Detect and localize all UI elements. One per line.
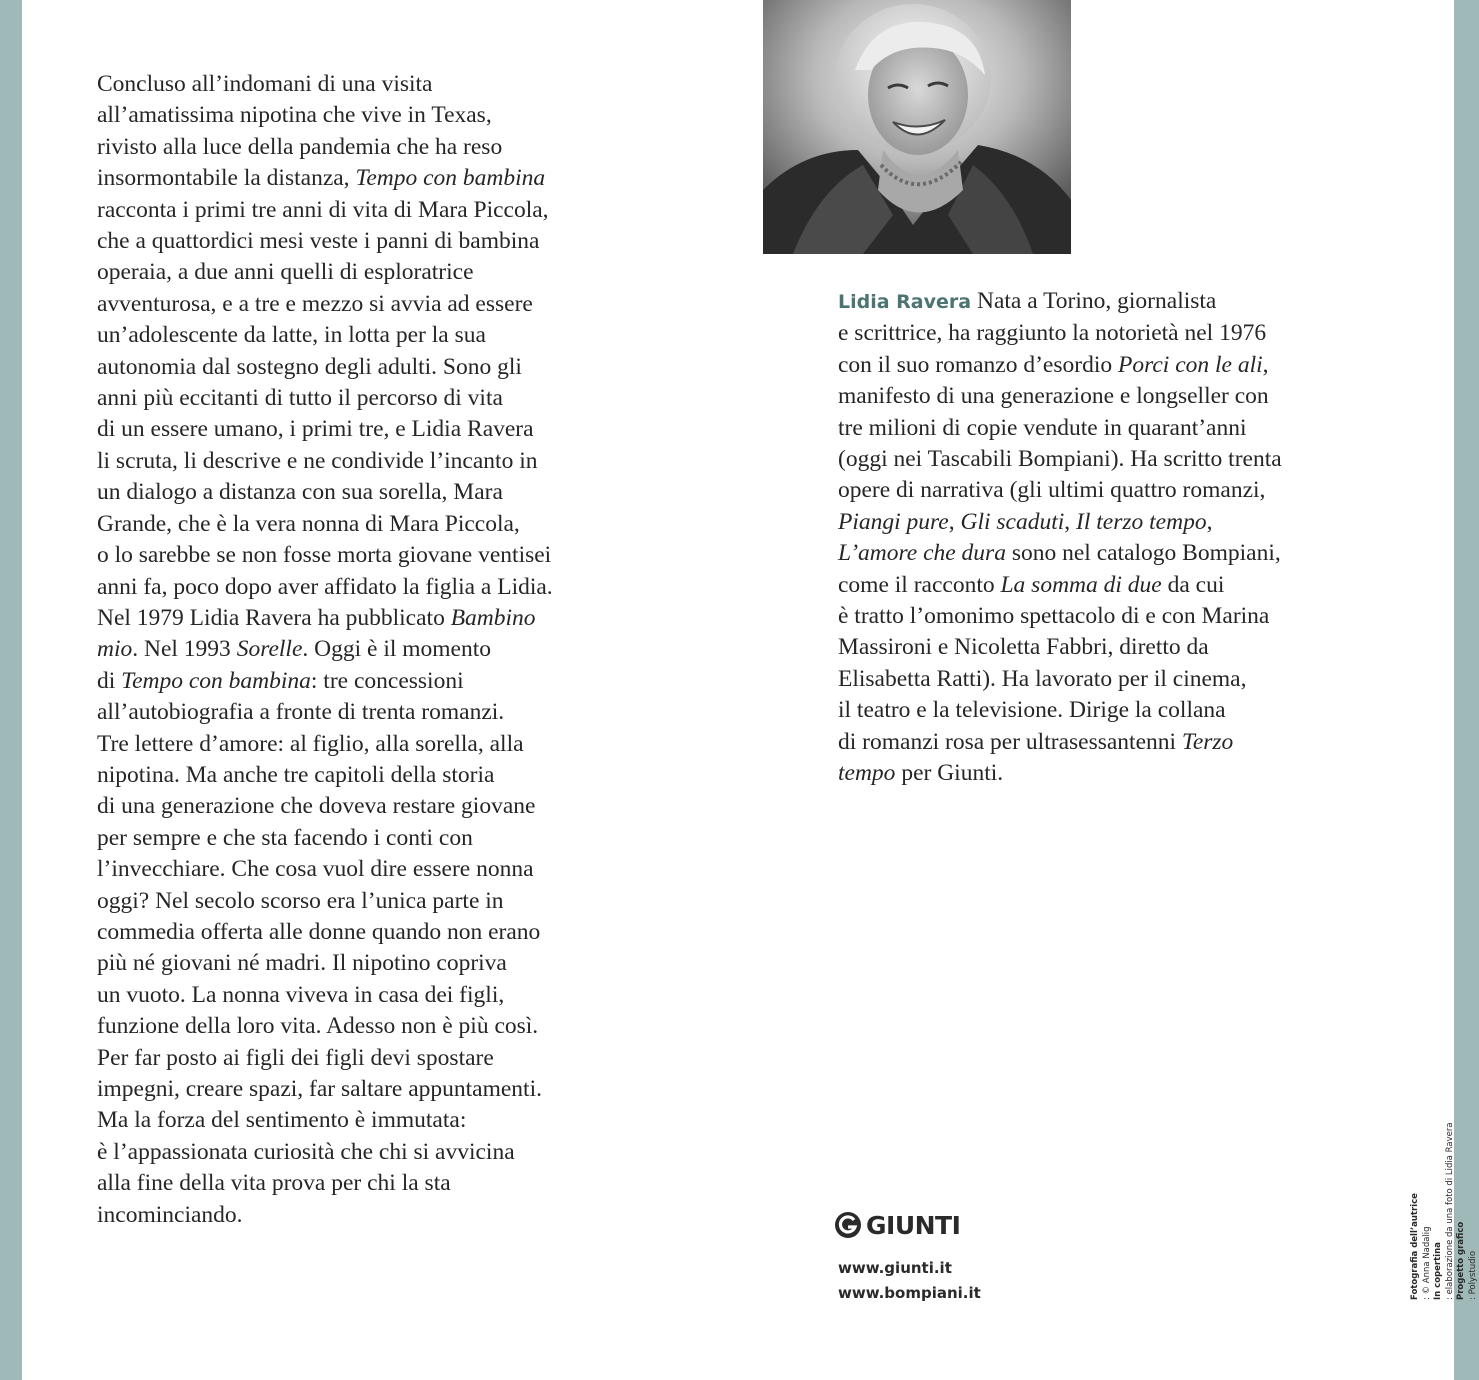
text-segment: Ma la forza del sentimento è immutata: <box>97 1107 467 1134</box>
synopsis-line <box>97 100 677 131</box>
text-segment: più né giovani né madri. Il nipotino copriva <box>97 950 507 977</box>
text-segment: il teatro e la televisione. Dirige la collana <box>838 697 1226 724</box>
synopsis-line <box>97 163 677 194</box>
bio-line <box>838 758 1398 789</box>
synopsis-line <box>97 603 677 634</box>
text-segment: rivisto alla luce della pandemia che ha reso <box>97 133 503 160</box>
bio-line <box>838 413 1398 444</box>
bio-line <box>838 381 1398 412</box>
text-segment: Massironi e Nicoletta Fabbri, diretto da <box>838 634 1209 661</box>
text-segment: . Oggi è il momento <box>302 636 492 663</box>
bio-line <box>838 318 1398 349</box>
italic-title: Piangi pure <box>838 508 949 535</box>
text-segment: Per far posto ai figli dei figli devi spostare <box>97 1044 494 1071</box>
italic-title: La somma di due <box>1000 571 1162 598</box>
giunti-logo <box>834 1208 960 1242</box>
text-segment: (oggi nei Tascabili Bompiani). Ha scritto trenta <box>838 446 1282 473</box>
credit-line <box>1433 1025 1456 1300</box>
bio-line <box>838 570 1398 601</box>
synopsis-line <box>97 1043 677 1074</box>
text-segment: o lo sarebbe se non fosse morta giovane ventisei <box>97 542 552 569</box>
italic-title: mio <box>97 636 133 663</box>
bio-line <box>838 632 1398 663</box>
text-segment: di una generazione che doveva restare giovane <box>97 793 536 820</box>
text-segment: con il suo romanzo d’esordio <box>838 351 1118 378</box>
text-segment: Elisabetta Ratti). Ha lavorato per il cinema, <box>838 665 1247 692</box>
synopsis-line <box>97 540 677 571</box>
synopsis-line <box>97 760 677 791</box>
logo-text: GIUNTI <box>866 1210 961 1240</box>
text-segment: Tre lettere d’amore: al figlio, alla sorella, alla <box>97 730 524 757</box>
text-segment: operaia, a due anni quelli di esploratrice <box>97 259 474 286</box>
synopsis-line <box>97 383 677 414</box>
text-segment: da cui <box>1161 571 1225 598</box>
text-segment: un’adolescente da latte, in lotta per la sua <box>97 322 486 349</box>
synopsis-line <box>97 1200 677 1231</box>
text-segment: tre milioni di copie vendute in quarant’anni <box>838 414 1247 441</box>
text-segment: , <box>1206 508 1213 535</box>
synopsis-line <box>97 1011 677 1042</box>
text-segment: di un essere umano, i primi tre, e Lidia Ravera <box>97 416 534 443</box>
text-segment: un vuoto. La nonna viveva in casa dei figli, <box>97 981 505 1008</box>
text-segment: nipotina. Ma anche tre capitoli della storia <box>97 761 495 788</box>
text-segment: Fotografia dell’autrice <box>1410 1193 1420 1300</box>
text-segment: avventurosa, e a tre e mezzo si avvia ad essere <box>97 290 533 317</box>
bio-line <box>838 538 1398 569</box>
text-segment: commedia offerta alle donne quando non erano <box>97 918 541 945</box>
synopsis-line <box>97 980 677 1011</box>
italic-title: Gli scaduti <box>960 508 1065 535</box>
synopsis-line <box>97 1074 677 1105</box>
synopsis-line <box>97 414 677 445</box>
synopsis-line <box>97 320 677 351</box>
bio-line <box>838 664 1398 695</box>
text-segment: come il racconto <box>838 571 1001 598</box>
text-segment: , <box>948 508 961 535</box>
italic-title: Bambino <box>450 604 536 631</box>
text-segment: di romanzi rosa per ultrasessantenni <box>838 728 1182 755</box>
text-segment: è tratto l’omonimo spettacolo di e con Marina <box>838 603 1270 630</box>
synopsis-line <box>97 477 677 508</box>
text-segment: anni fa, poco dopo aver affidato la figlia a Lidia. <box>97 573 553 600</box>
text-segment: In copertina <box>1433 1242 1443 1300</box>
bio-line <box>838 475 1398 506</box>
text-segment: . Nel 1993 <box>132 636 237 663</box>
text-segment: un dialogo a distanza con sua sorella, Mara <box>97 479 503 506</box>
synopsis-line <box>97 634 677 665</box>
text-segment: funzione della loro vita. Adesso non è più così. <box>97 1013 539 1040</box>
synopsis-line <box>97 917 677 948</box>
publisher-links <box>838 1256 981 1306</box>
italic-title: Il terzo tempo <box>1076 508 1207 535</box>
bio-line <box>838 350 1398 381</box>
synopsis-line <box>97 132 677 163</box>
author-name: Lidia Ravera <box>838 291 972 313</box>
italic-title: Tempo con bambina <box>355 165 546 192</box>
synopsis-line <box>97 195 677 226</box>
text-segment: : © Anna Nadalig <box>1421 1226 1432 1300</box>
synopsis-line <box>97 1105 677 1136</box>
text-segment: Nel 1979 Lidia Ravera ha pubblicato <box>97 604 451 631</box>
synopsis-line <box>97 69 677 100</box>
text-segment: è l’appassionata curiosità che chi si avvicina <box>97 1138 515 1165</box>
italic-title: Tempo con bambina <box>121 667 311 694</box>
italic-title: tempo <box>838 760 896 787</box>
author-photo <box>763 0 1071 254</box>
text-segment: alla fine della vita prova per chi la sta <box>97 1170 451 1197</box>
text-segment: che a quattordici mesi veste i panni di bambina <box>97 228 540 255</box>
text-segment: li scruta, li descrive e ne condivide l’incanto in <box>97 447 538 474</box>
text-segment: Concluso all’indomani di una visita <box>97 71 433 97</box>
text-segment: : tre concessioni <box>310 667 464 694</box>
credit-line <box>1456 1025 1479 1300</box>
text-segment: autonomia dal sostegno degli adulti. Sono gli <box>97 353 522 380</box>
back-cover <box>22 0 1478 1380</box>
text-segment: Progetto grafico <box>1456 1221 1466 1300</box>
synopsis-line <box>97 729 677 760</box>
text-segment: Nata a Torino, giornalista <box>971 288 1217 314</box>
text-segment: Grande, che è la vera nonna di Mara Piccola, <box>97 510 520 537</box>
link-bompiani[interactable]: www.bompiani.it <box>838 1284 981 1302</box>
bio-line <box>838 601 1398 632</box>
text-segment: racconta i primi tre anni di vita di Mara Piccola, <box>97 196 549 223</box>
synopsis-line <box>97 823 677 854</box>
text-segment: all’autobiografia a fronte di trenta romanzi. <box>97 699 505 726</box>
bio-line <box>838 727 1398 758</box>
text-segment: , <box>1262 351 1269 378</box>
text-segment: anni più eccitanti di tutto il percorso di vita <box>97 385 503 412</box>
synopsis-line <box>97 854 677 885</box>
text-segment: incominciando. <box>97 1201 243 1228</box>
synopsis-line <box>97 1168 677 1199</box>
text-segment: : Polystudio <box>1467 1250 1478 1300</box>
bio-line <box>838 507 1398 538</box>
bio-line <box>838 695 1398 726</box>
synopsis-line <box>97 948 677 979</box>
synopsis-line <box>97 289 677 320</box>
synopsis-line <box>97 697 677 728</box>
italic-title: Porci con le ali <box>1117 351 1263 378</box>
synopsis-line <box>97 352 677 383</box>
text-segment: oggi? Nel secolo scorso era l’unica parte in <box>97 887 504 914</box>
text-segment: e scrittrice, ha raggiunto la notorietà nel 1976 <box>838 320 1267 347</box>
italic-title: Terzo <box>1181 728 1234 755</box>
synopsis-line <box>97 446 677 477</box>
text-segment: l’invecchiare. Che cosa vuol dire essere nonna <box>97 856 534 883</box>
giunti-g-icon <box>834 1211 862 1239</box>
text-segment: per sempre e che sta facendo i conti con <box>97 824 473 851</box>
synopsis-line <box>97 886 677 917</box>
text-segment: sono nel catalogo Bompiani, <box>1005 540 1281 567</box>
text-segment: , <box>1064 508 1077 535</box>
link-giunti[interactable]: www.giunti.it <box>838 1259 952 1277</box>
synopsis-line <box>97 791 677 822</box>
synopsis-line <box>97 226 677 257</box>
text-segment: per Giunti. <box>895 760 1004 787</box>
text-segment: all’amatissima nipotina che vive in Texas, <box>97 102 492 129</box>
synopsis-text <box>97 69 677 1231</box>
credit-line <box>1410 1025 1433 1300</box>
synopsis-line <box>97 257 677 288</box>
synopsis-line <box>97 572 677 603</box>
text-segment: di <box>97 667 122 694</box>
synopsis-line <box>97 1137 677 1168</box>
synopsis-line <box>97 666 677 697</box>
text-segment: impegni, creare spazi, far saltare appuntamenti. <box>97 1076 542 1102</box>
text-segment: opere di narrativa (gli ultimi quattro romanzi, <box>838 477 1266 504</box>
bio-line <box>838 286 1398 318</box>
bio-line <box>838 444 1398 475</box>
text-segment: insormontabile la distanza, <box>97 165 356 192</box>
text-segment: manifesto di una generazione e longseller con <box>838 383 1269 410</box>
author-bio <box>838 286 1398 790</box>
italic-title: Sorelle <box>236 636 303 663</box>
cover-credits <box>1410 1025 1479 1300</box>
synopsis-line <box>97 509 677 540</box>
italic-title: L’amore che dura <box>838 540 1006 567</box>
text-segment: : elaborazione da una foto di Lidia Ravera <box>1444 1122 1455 1300</box>
